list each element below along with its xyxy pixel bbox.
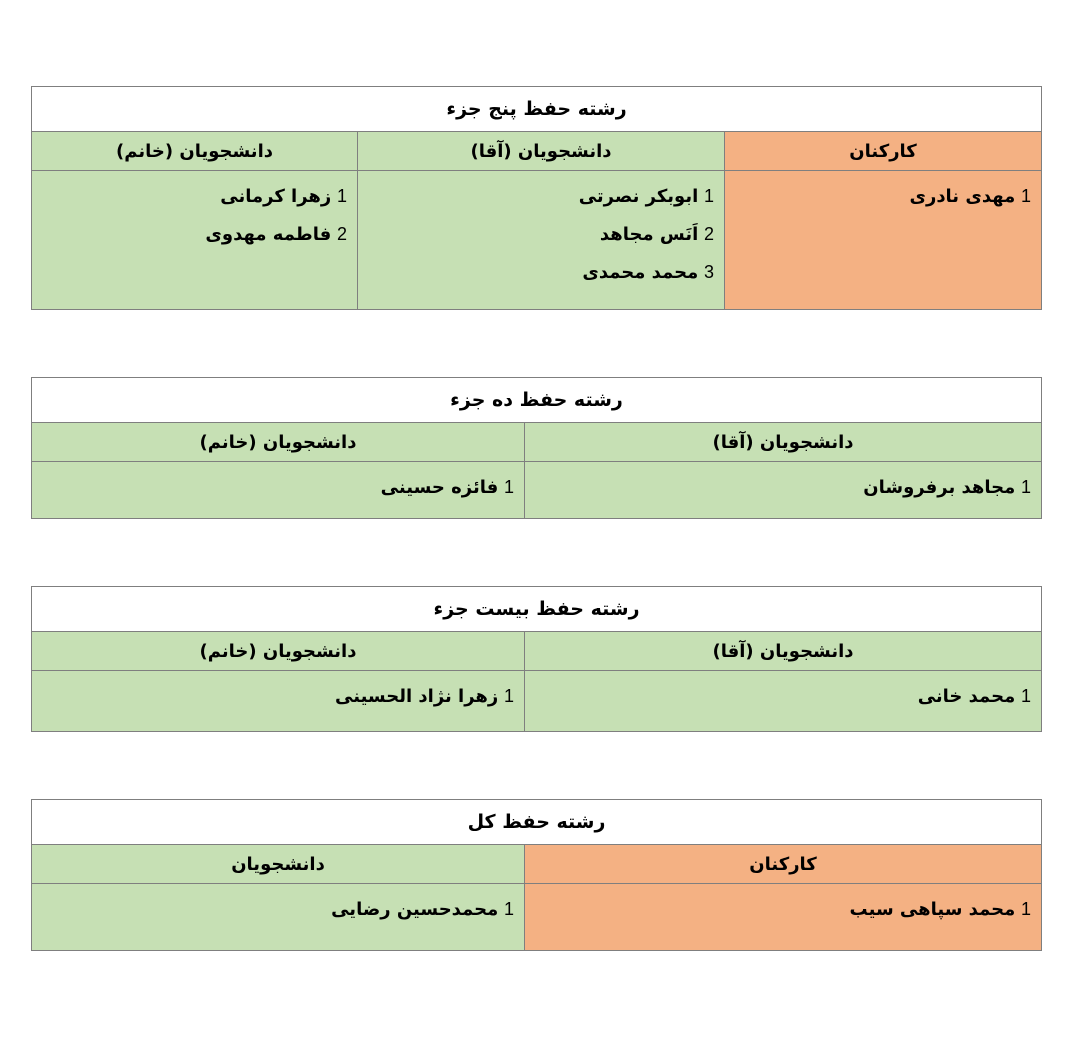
female-students-list (32, 171, 358, 310)
section-title: رشته حفظ بیست جزء (32, 587, 1042, 632)
section-title: رشته حفظ ده جزء (32, 378, 1042, 423)
female-students-list (32, 671, 525, 732)
section-whole-quran-table (31, 799, 1042, 951)
male-students-list (358, 171, 725, 310)
female-students-list (32, 462, 525, 519)
section-twenty-juz-table (31, 586, 1042, 732)
list-item: 1 زهرا کرمانی (220, 186, 348, 207)
students-list (32, 884, 525, 951)
staff-list (525, 884, 1042, 951)
column-header-female-students: دانشجویان (خانم) (32, 632, 525, 671)
column-header-male-students: دانشجویان (آقا) (525, 632, 1042, 671)
list-item: 3 محمد محمدی (582, 262, 715, 283)
column-header-staff: کارکنان (525, 845, 1042, 884)
staff-list (725, 171, 1042, 310)
section-five-juz-table (31, 86, 1042, 310)
male-students-list (525, 671, 1042, 732)
column-header-male-students: دانشجویان (آقا) (525, 423, 1042, 462)
section-ten-juz-table (31, 377, 1042, 519)
male-students-list (525, 462, 1042, 519)
column-header-female-students: دانشجویان (خانم) (32, 423, 525, 462)
list-item: 2 اَنَس مجاهد (599, 224, 715, 245)
column-header-students: دانشجویان (32, 845, 525, 884)
column-header-female-students: دانشجویان (خانم) (32, 132, 358, 171)
list-item: 1 مجاهد برفروشان (863, 477, 1031, 498)
column-header-staff: کارکنان (725, 132, 1042, 171)
list-item: 1 فائزه حسینی (380, 477, 514, 498)
list-item: 1 محمد خانی (917, 686, 1031, 707)
list-item: 1 مهدی نادری (909, 186, 1032, 207)
list-item: 1 محمد سپاهی سیب (849, 899, 1032, 920)
section-title: رشته حفظ پنج جزء (32, 87, 1042, 132)
column-header-male-students: دانشجویان (آقا) (358, 132, 725, 171)
list-item: 1 ابوبکر نصرتی (578, 186, 715, 207)
list-item: 1 زهرا نژاد الحسینی (335, 686, 514, 707)
list-item: 1 محمدحسین رضایی (331, 899, 515, 920)
section-title: رشته حفظ کل (32, 800, 1042, 845)
list-item: 2 فاطمه مهدوی (205, 224, 348, 245)
